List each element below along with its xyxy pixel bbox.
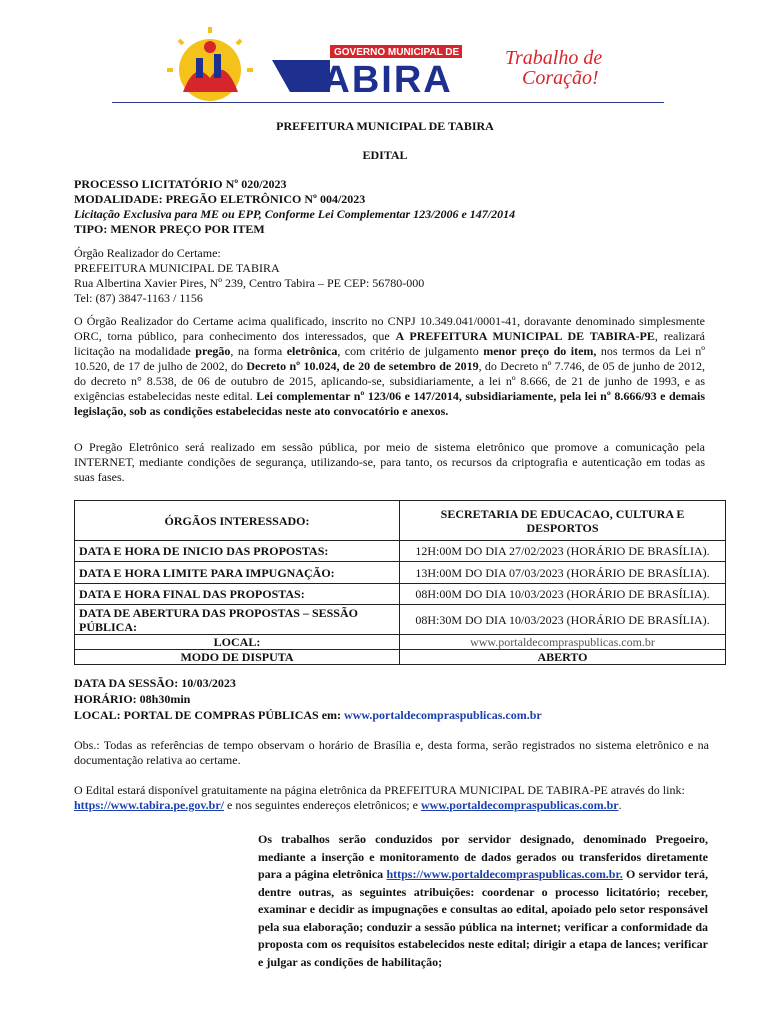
table-label: ÓRGÃOS INTERESSADO: xyxy=(75,501,400,541)
modalidade-line: MODALIDADE: PREGÃO ELETRÔNICO Nº 004/2023 xyxy=(74,192,366,206)
obs-paragraph: Obs.: Todas as referências de tempo observam o horário de Brasília e, desta forma, serão registrados no sistema eletrônico e na documentação relativa ao certame. xyxy=(74,738,709,767)
table-label: DATA E HORA DE INICIO DAS PROPOSTAS: xyxy=(75,541,400,562)
slogan-line2: Coração! xyxy=(522,67,599,89)
table-label: MODO DE DISPUTA xyxy=(75,650,400,665)
edital-disponivel-paragraph: O Edital estará disponível gratuitamente na página eletrônica da PREFEITURA MUNICIPAL DE TABIRA-PE através do link: https://www.tabira.pe.gov.br/ e nos seguintes endereços eletrônicos; e www.portaldecompraspublicas.com.br. xyxy=(74,783,685,812)
table-value: 08H:30M DO DIA 10/03/2023 (HORÁRIO DE BRASÍLIA). xyxy=(400,605,726,635)
paragraph-orc: O Órgão Realizador do Certame acima qualificado, inscrito no CNPJ 10.349.041/0001-41, doravante denominado simplesmente ORC, torna público, para conhecimento dos interessados, que A PREFEITURA MUNICIPAL DE TABIRA-PE, realizará licitação na modalidade pregão, na forma eletrônica, com critério de julgamento menor preço do item, nos termos da Lei nº 10.520, de 17 de julho de 2002, do Decreto nº 10.024, de 20 de setembro de 2019, do Decreto nº 7.746, de 05 de junho de 2012, do decreto n° 8.538, de 06 de outubro de 2015, aplicando-se, subsidiariamente, a lei nº 8.666, de 21 de junho de 1993, e as exigências estabelecidas neste edital. Lei complementar nº 123/06 e 147/2014, subsidiariamente, pela lei nº 8.666/93 e demais legislação, sob as condições estabelecidas neste ato convocatório e anexos. xyxy=(74,314,706,418)
orgao-label: Órgão Realizador do Certame: xyxy=(74,246,221,260)
table-row xyxy=(75,541,726,562)
table-value-link[interactable]: www.portaldecompraspublicas.com.br xyxy=(400,635,726,650)
table-label: DATA E HORA LIMITE PARA IMPUGNAÇÃO: xyxy=(75,562,400,584)
edital-title: EDITAL xyxy=(362,148,408,162)
table-row xyxy=(75,562,726,584)
sessao-local: LOCAL: PORTAL DE COMPRAS PÚBLICAS em: www.portaldecompraspublicas.com.br xyxy=(74,708,542,722)
info-table xyxy=(74,500,726,665)
pregoeiro-paragraph: Os trabalhos serão conduzidos por servidor designado, denominado Pregoeiro, mediante a inserção e monitoramento de dados gerados ou transferidos diretamente para a página eletrônica https://www.portaldecompraspublicas.com.br. O servidor terá, dentre outras, as seguintes atribuições: coordenar o processo licitatório; receber, examinar e decidir as impugnações e consultas ao edital, apoiado pelo setor responsável pela sua elaboração; conduzir a sessão pública na internet; verificar a conformidade da proposta com os requisitos estabelecidos neste edital; dirigir a etapa de lances; verificar e julgar as condições de habilitação; xyxy=(258,832,708,969)
tipo-line: TIPO: MENOR PREÇO POR ITEM xyxy=(74,222,265,236)
paragraph-pregao: O Pregão Eletrônico será realizado em sessão pública, por meio de sistema eletrônico que promove a comunicação pela INTERNET, mediante condições de segurança, utilizando-se, para tanto, os recursos da criptografia e autenticação em todas as suas fases. xyxy=(74,440,705,484)
table-row xyxy=(75,605,726,635)
orgao-name: PREFEITURA MUNICIPAL DE TABIRA xyxy=(74,261,280,275)
table-label: DATA E HORA FINAL DAS PROPOSTAS: xyxy=(75,584,400,605)
table-value: ABERTO xyxy=(400,650,726,665)
header-divider xyxy=(112,102,664,103)
prefeitura-title: PREFEITURA MUNICIPAL DE TABIRA xyxy=(276,119,494,133)
table-value: 08H:00M DO DIA 10/03/2023 (HORÁRIO DE BRASÍLIA). xyxy=(400,584,726,605)
page-header xyxy=(0,0,770,105)
slogan-line1: Trabalho de xyxy=(505,47,603,69)
table-value: 12H:00M DO DIA 27/02/2023 (HORÁRIO DE BRASÍLIA). xyxy=(400,541,726,562)
table-value: 13H:00M DO DIA 07/03/2023 (HORÁRIO DE BRASÍLIA). xyxy=(400,562,726,584)
sessao-horario: HORÁRIO: 08h30min xyxy=(74,692,191,706)
tabira-logo xyxy=(0,0,770,105)
tabira-site-link[interactable]: https://www.tabira.pe.gov.br/ xyxy=(74,798,225,812)
table-row xyxy=(75,584,726,605)
licitacao-exclusiva-line: Licitação Exclusiva para ME ou EPP, Conforme Lei Complementar 123/2006 e 147/2014 xyxy=(74,207,516,221)
brand-name-text: TABIRA xyxy=(300,59,453,101)
table-label: DATA DE ABERTURA DAS PROPOSTAS – SESSÃO PÚBLICA: xyxy=(75,605,400,635)
orgao-address: Rua Albertina Xavier Pires, Nº 239, Centro Tabira – PE CEP: 56780-000 xyxy=(74,276,425,290)
table-row xyxy=(75,635,726,650)
table-label: LOCAL: xyxy=(75,635,400,650)
orgao-tel: Tel: (87) 3847-1163 / 1156 xyxy=(74,291,203,305)
portal-link[interactable]: www.portaldecompraspublicas.com.br xyxy=(344,708,542,722)
portal-compras-link-2[interactable]: https://www.portaldecompraspublicas.com.br. xyxy=(386,867,623,881)
table-row xyxy=(75,650,726,665)
sessao-data: DATA DA SESSÃO: 10/03/2023 xyxy=(74,676,236,690)
brand-top-text: GOVERNO MUNICIPAL DE xyxy=(334,47,460,58)
portal-compras-link[interactable]: www.portaldecompraspublicas.com.br xyxy=(420,798,619,812)
processo-line: PROCESSO LICITATÓRIO Nº 020/2023 xyxy=(74,177,287,191)
table-value: SECRETARIA DE EDUCACAO, CULTURA E DESPORTOS xyxy=(400,501,726,541)
table-row xyxy=(75,501,726,541)
sun-emblem-icon xyxy=(167,27,253,101)
